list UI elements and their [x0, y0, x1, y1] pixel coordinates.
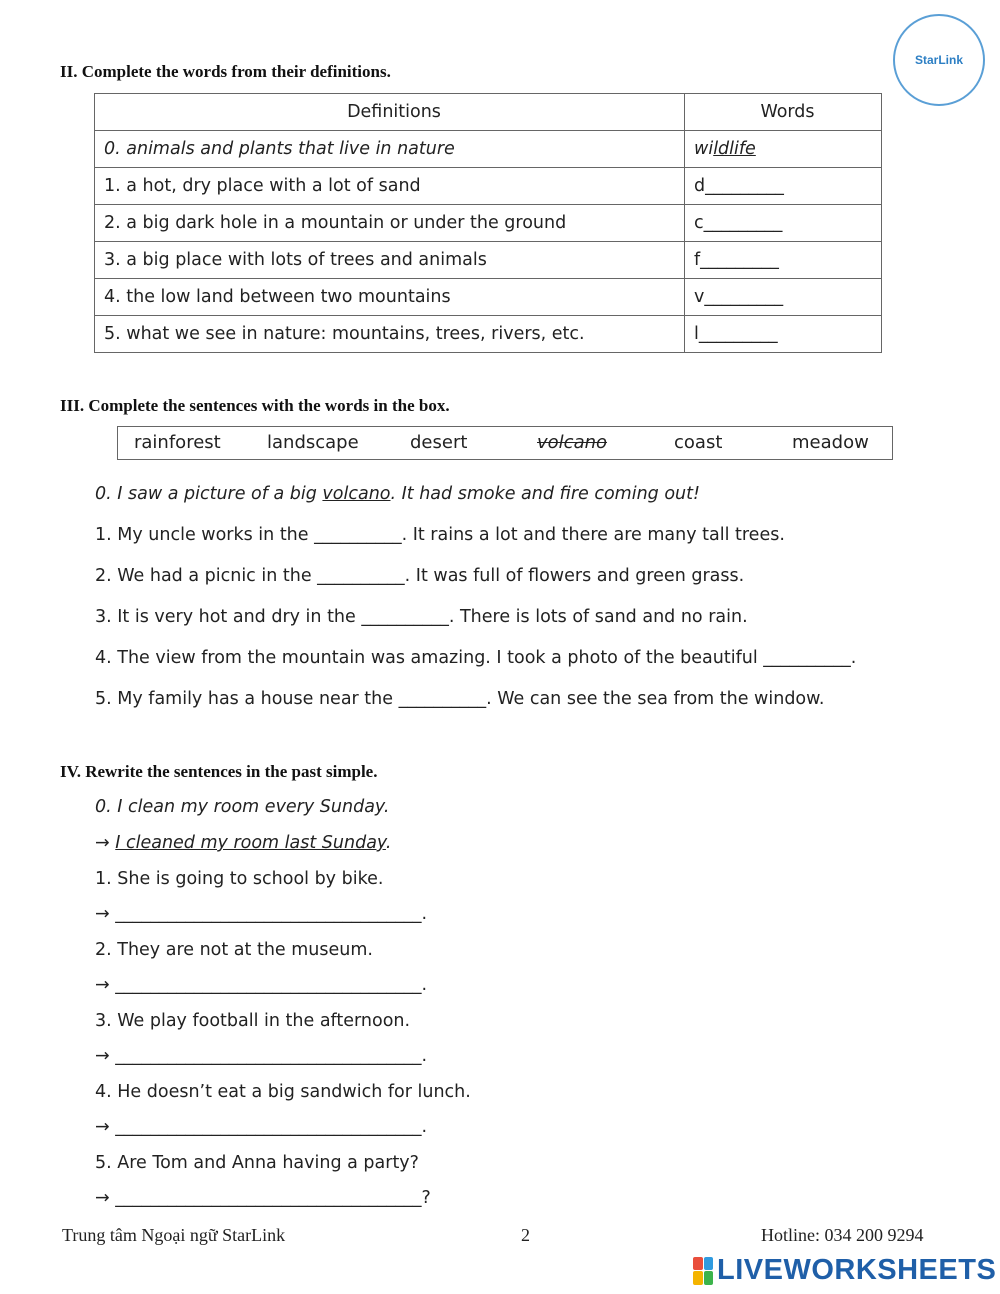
box-word: meadow	[792, 432, 869, 453]
box-word: coast	[674, 432, 723, 453]
table-row	[95, 131, 882, 168]
section-2-heading: II. Complete the words from their definitions.	[60, 62, 391, 81]
starlink-logo: StarLink	[893, 14, 985, 106]
definitions-header: Definitions	[95, 94, 685, 131]
page-number: 2	[521, 1225, 530, 1245]
rewrite-prompt: 2. They are not at the museum.	[95, 940, 373, 960]
sentence-item[interactable]: 1. My uncle works in the __________. It rains a lot and there are many tall trees.	[95, 525, 785, 545]
footer-center-name: Trung tâm Ngoại ngữ StarLink	[62, 1225, 286, 1245]
sentence-item[interactable]: 4. The view from the mountain was amazing. I took a photo of the beautiful __________.	[95, 648, 857, 668]
definition-cell: 4. the low land between two mountains	[95, 279, 685, 316]
rewrite-answer-line[interactable]: → ___________________________________.	[95, 904, 428, 924]
arrow-icon: →	[95, 1188, 110, 1208]
definition-cell: 0. animals and plants that live in nature	[95, 131, 685, 168]
definition-cell: 3. a big place with lots of trees and animals	[95, 242, 685, 279]
rewrite-answer-line[interactable]: → ___________________________________.	[95, 1046, 428, 1066]
box-word: rainforest	[134, 432, 221, 453]
arrow-icon: →	[95, 1117, 110, 1137]
sentence-item[interactable]: 3. It is very hot and dry in the __________. There is lots of sand and no rain.	[95, 607, 748, 627]
section-3-heading: III. Complete the sentences with the words in the box.	[60, 396, 450, 415]
example-sentence: 0. I saw a picture of a big volcano. It had smoke and fire coming out!	[95, 484, 701, 504]
liveworksheets-brand: LIVEWORKSHEETS	[693, 1254, 996, 1287]
liveworksheets-icon	[693, 1257, 713, 1285]
word-box	[117, 426, 893, 460]
arrow-icon: →	[95, 833, 110, 853]
rewrite-prompt: 4. He doesn’t eat a big sandwich for lunch.	[95, 1082, 471, 1102]
section-4-heading: IV. Rewrite the sentences in the past simple.	[60, 762, 378, 781]
rewrite-answer-line[interactable]: → ___________________________________.	[95, 975, 428, 995]
word-cell[interactable]: c_________	[685, 205, 882, 242]
table-header-row	[95, 94, 882, 131]
box-word-used: volcano	[537, 432, 608, 453]
words-header: Words	[685, 94, 882, 131]
definition-cell: 1. a hot, dry place with a lot of sand	[95, 168, 685, 205]
example-answer: → I cleaned my room last Sunday.	[95, 833, 392, 853]
table-row	[95, 242, 882, 279]
box-word: desert	[410, 432, 468, 453]
footer-hotline: Hotline: 034 200 9294	[761, 1225, 924, 1245]
rewrite-answer-line[interactable]: → ___________________________________?	[95, 1188, 431, 1208]
definition-cell: 5. what we see in nature: mountains, trees, rivers, etc.	[95, 316, 685, 353]
example-prompt: 0. I clean my room every Sunday.	[95, 797, 390, 817]
definitions-table	[94, 93, 882, 353]
word-cell[interactable]: l_________	[685, 316, 882, 353]
table-row	[95, 279, 882, 316]
table-row	[95, 316, 882, 353]
arrow-icon: →	[95, 1046, 110, 1066]
table-row	[95, 168, 882, 205]
word-cell[interactable]: v_________	[685, 279, 882, 316]
word-cell: wildlife	[685, 131, 882, 168]
word-cell[interactable]: f_________	[685, 242, 882, 279]
arrow-icon: →	[95, 904, 110, 924]
sentence-item[interactable]: 5. My family has a house near the __________. We can see the sea from the window.	[95, 689, 825, 709]
sentence-item[interactable]: 2. We had a picnic in the __________. It was full of flowers and green grass.	[95, 566, 745, 586]
rewrite-prompt: 1. She is going to school by bike.	[95, 869, 384, 889]
table-row	[95, 205, 882, 242]
arrow-icon: →	[95, 975, 110, 995]
rewrite-prompt: 3. We play football in the afternoon.	[95, 1011, 411, 1031]
box-word: landscape	[267, 432, 359, 453]
rewrite-answer-line[interactable]: → ___________________________________.	[95, 1117, 428, 1137]
definition-cell: 2. a big dark hole in a mountain or under the ground	[95, 205, 685, 242]
word-cell[interactable]: d_________	[685, 168, 882, 205]
rewrite-prompt: 5. Are Tom and Anna having a party?	[95, 1153, 419, 1173]
